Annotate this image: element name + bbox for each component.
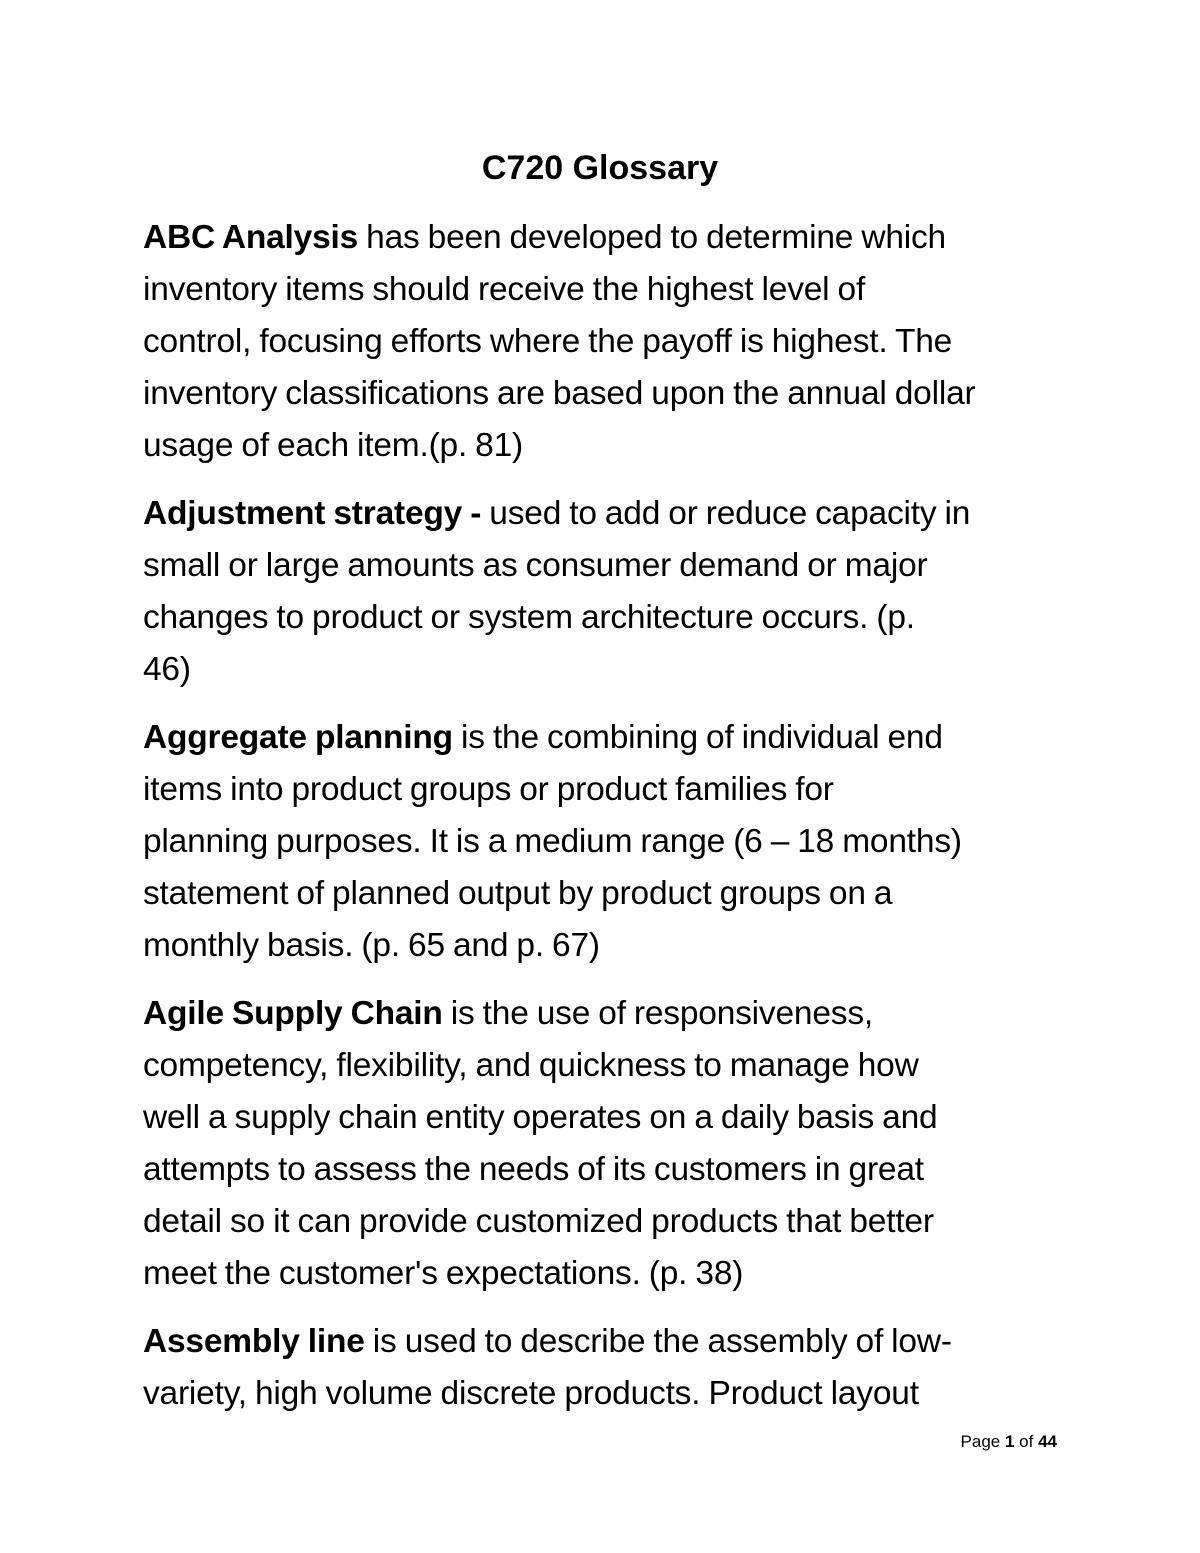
definition-text: is used to describe the assembly of low- xyxy=(364,1323,952,1360)
entry-line xyxy=(143,712,1063,764)
glossary-entry xyxy=(143,488,1063,696)
glossary-term: Aggregate planning xyxy=(143,719,453,756)
definition-text: used to add or reduce capacity in xyxy=(481,495,971,532)
definition-text: is the use of responsiveness, xyxy=(442,995,873,1032)
definition-text: variety, high volume discrete products. Product layout xyxy=(143,1375,919,1412)
definition-text: meet the customer's expectations. (p. 38) xyxy=(143,1255,744,1292)
page-footer xyxy=(961,1430,1057,1454)
glossary-entry xyxy=(143,212,1063,472)
total-pages-number: 44 xyxy=(1038,1432,1057,1451)
definition-text: inventory classifications are based upon the annual dollar xyxy=(143,375,976,412)
glossary-term: Adjustment strategy - xyxy=(143,495,482,532)
entry-line xyxy=(143,212,1063,264)
page-label: Page xyxy=(960,1432,1005,1451)
glossary-term: Agile Supply Chain xyxy=(143,995,443,1032)
glossary-entry xyxy=(143,988,1063,1300)
definition-text: inventory items should receive the highest level of xyxy=(143,271,866,308)
definition-text: attempts to assess the needs of its customers in great xyxy=(143,1151,924,1188)
definition-text: changes to product or system architecture occurs. (p. xyxy=(143,599,915,636)
glossary-term: Assembly line xyxy=(143,1323,365,1360)
definition-text: well a supply chain entity operates on a daily basis and xyxy=(143,1099,938,1136)
definition-text: control, focusing efforts where the payoff is highest. The xyxy=(143,323,953,360)
definition-text: planning purposes. It is a medium range (6 – 18 months) xyxy=(143,823,962,860)
glossary-entry xyxy=(143,1316,1063,1420)
glossary-entry xyxy=(143,712,1063,972)
definition-text: has been developed to determine which xyxy=(358,219,946,256)
definition-text: 46) xyxy=(143,651,191,688)
document-title: C720 Glossary xyxy=(481,149,719,187)
entry-line xyxy=(143,988,1063,1040)
glossary-entries xyxy=(143,212,1063,1436)
definition-text: items into product groups or product families for xyxy=(143,771,834,808)
glossary-term: ABC Analysis xyxy=(143,219,359,256)
definition-text: small or large amounts as consumer demand or major xyxy=(143,547,928,584)
current-page-number: 1 xyxy=(1004,1432,1015,1451)
entry-line xyxy=(143,1316,1063,1368)
definition-text: detail so it can provide customized products that better xyxy=(143,1203,934,1240)
of-label: of xyxy=(1014,1432,1039,1451)
definition-text: monthly basis. (p. 65 and p. 67) xyxy=(143,927,600,964)
entry-line xyxy=(143,488,1063,540)
definition-text: competency, flexibility, and quickness to manage how xyxy=(143,1047,919,1084)
definition-text: is the combining of individual end xyxy=(452,719,943,756)
definition-text: statement of planned output by product groups on a xyxy=(143,875,893,912)
definition-text: usage of each item.(p. 81) xyxy=(143,427,523,464)
